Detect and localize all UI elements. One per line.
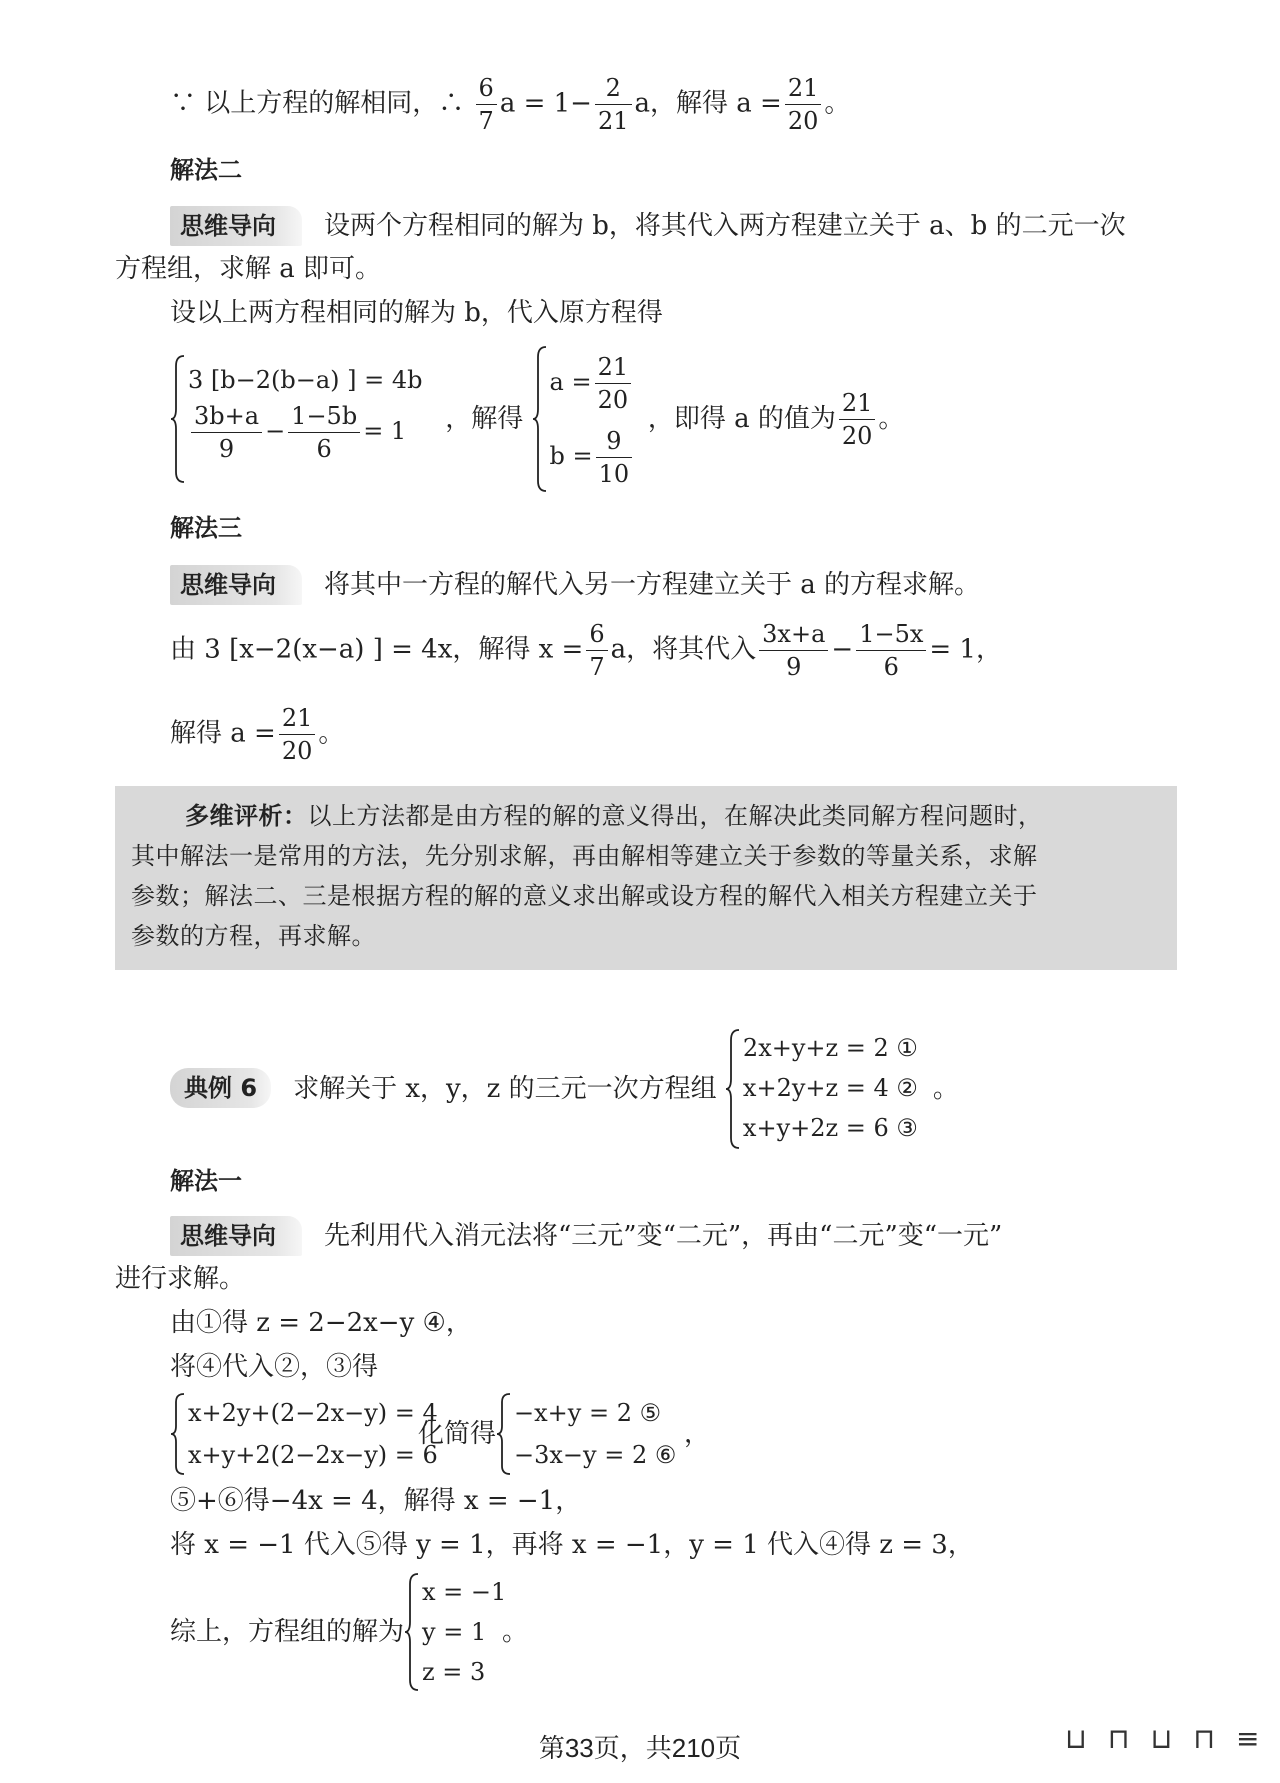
left-brace-icon [170, 1392, 186, 1476]
review-box [115, 786, 1177, 970]
left-brace-icon [170, 354, 186, 484]
page-indicator: 第33页，共210页 [538, 1733, 742, 1763]
equation-system: −x+y = 2 ⑤ −3x−y = 2 ⑥ [496, 1392, 684, 1476]
step-1: 由①得 z = 2−2x−y ④， [170, 1308, 472, 1338]
equation-row: 2x+y+z = 2 ① [742, 1034, 918, 1062]
fraction: $\frac{21}{20}$ [785, 72, 822, 137]
thinking-guide-tag: 思维导向 [170, 206, 302, 246]
thinking-guide-tag: 思维导向 [170, 565, 302, 605]
step-3: x+2y+(2−2x−y) = 4 x+y+2(2−2x−y) = 6 化简得 −x+y = 2 ⑤ −3x−y = 2 ⑥ ， [170, 1392, 710, 1476]
left-brace-icon [532, 345, 548, 493]
fraction: $\frac{2}{21}$ [595, 72, 632, 137]
method-3-guide: 思维导向 将其中一方程的解代入另一方程建立关于 a 的方程求解。 [170, 565, 980, 605]
equation-system [725, 1028, 933, 1150]
method-2-guide-cont: 方程组，求解 a 即可。 [115, 254, 382, 284]
method-1-guide: 思维导向 先利用代入消元法将“三元”变“二元”，再由“二元”变“一元” [170, 1216, 1002, 1256]
equation-row: x+2y+z = 4 ② [742, 1074, 918, 1102]
solution-row-a: a = $\frac{21}{20}$ [550, 345, 640, 419]
thinking-guide-tag: 思维导向 [170, 1216, 302, 1256]
equation-row: $\frac{3b+a}{9}$ − $\frac{1-5b}{6}$ = 1 [188, 400, 423, 465]
equation-system [170, 354, 423, 484]
step-6: 综上，方程组的解为 x = −1 y = 1 z = 3 。 [170, 1572, 528, 1692]
method-3-line-2: 解得 a = $\frac{21}{20}$ 。 [170, 704, 345, 765]
equation-system: x+2y+(2−2x−y) = 4 x+y+2(2−2x−y) = 6 [170, 1392, 418, 1476]
method-1-guide-cont: 进行求解。 [115, 1264, 246, 1294]
fraction: $\frac{21}{20}$ [839, 387, 876, 452]
step-4: ⑤+⑥得−4x = 4，解得 x = −1， [170, 1486, 582, 1516]
review-line: 参数；解法二、三是根据方程的解的意义求出解或设方程的解代入相关方程建立关于 [131, 882, 1038, 910]
solution-system [532, 345, 640, 493]
review-line: 参数的方程，再求解。 [131, 922, 376, 950]
equation-row: x+y+2z = 6 ③ [742, 1114, 918, 1142]
method-2-setup: 设以上两方程相同的解为 b，代入原方程得 [170, 298, 663, 328]
fraction: $\frac{6}{7}$ [476, 72, 497, 137]
method-2-guide: 思维导向 设两个方程相同的解为 b，将其代入两方程建立关于 a、b 的二元一次 [170, 206, 1126, 246]
example-tag: 典例 6 [170, 1068, 271, 1108]
solution-line-1: ∵ 以上方程的解相同，∴ $\frac{6}{7}$ a = 1− $\frac{2}{21}$ a，解得 a = $\frac{21}{20}$ 。 [170, 74, 851, 135]
left-brace-icon [496, 1392, 512, 1476]
method-3-heading: 解法三 [170, 514, 242, 542]
solution-row-b: b = $\frac{9}{10}$ [550, 419, 640, 493]
step-2: 将④代入②，③得 [170, 1352, 379, 1382]
method-3-line-1: 由 3 [x−2(x−a) ] = 4x，解得 x = $\frac{6}{7}$ a，将其代入 $\frac{3x+a}{9}$ − $\frac{1-5x}{6}$ = 1， [170, 620, 1002, 681]
review-line: 多维评析：以上方法都是由方程的解的意义得出，在解决此类同解方程问题时， [185, 802, 1043, 830]
solution-system: x = −1 y = 1 z = 3 [404, 1572, 502, 1692]
example-6: 典例 6 求解关于 x，y，z 的三元一次方程组 2x+y+z = 2 ① x+2y+z = 4 ② x+y+2z = 6 ③ 。 [170, 1028, 959, 1150]
method-2-heading: 解法二 [170, 156, 242, 184]
method-2-system: 3 [b−2(b−a) ] = 4b $\frac{3b+a}{9}$ − $\frac{1-5b}{6}$ = 1 ，解得 a = $\frac{21}{20}$ b = $\frac{9}{10}$ ，即得 a 的值为 $\frac{21}{20}$ 。 [170, 345, 904, 493]
equation-row: 3 [b−2(b−a) ] = 4b [188, 366, 423, 394]
left-brace-icon [725, 1028, 741, 1150]
left-brace-icon [404, 1572, 420, 1692]
step-5: 将 x = −1 代入⑤得 y = 1，再将 x = −1，y = 1 代入④得 z = 3， [170, 1530, 974, 1560]
method-1-heading: 解法一 [170, 1167, 242, 1195]
corner-icons: ⊔ ⊓ ⊔ ⊓ ≡ [1065, 1722, 1266, 1755]
review-line: 其中解法一是常用的方法，先分别求解，再由解相等建立关于参数的等量关系，求解 [131, 842, 1038, 870]
